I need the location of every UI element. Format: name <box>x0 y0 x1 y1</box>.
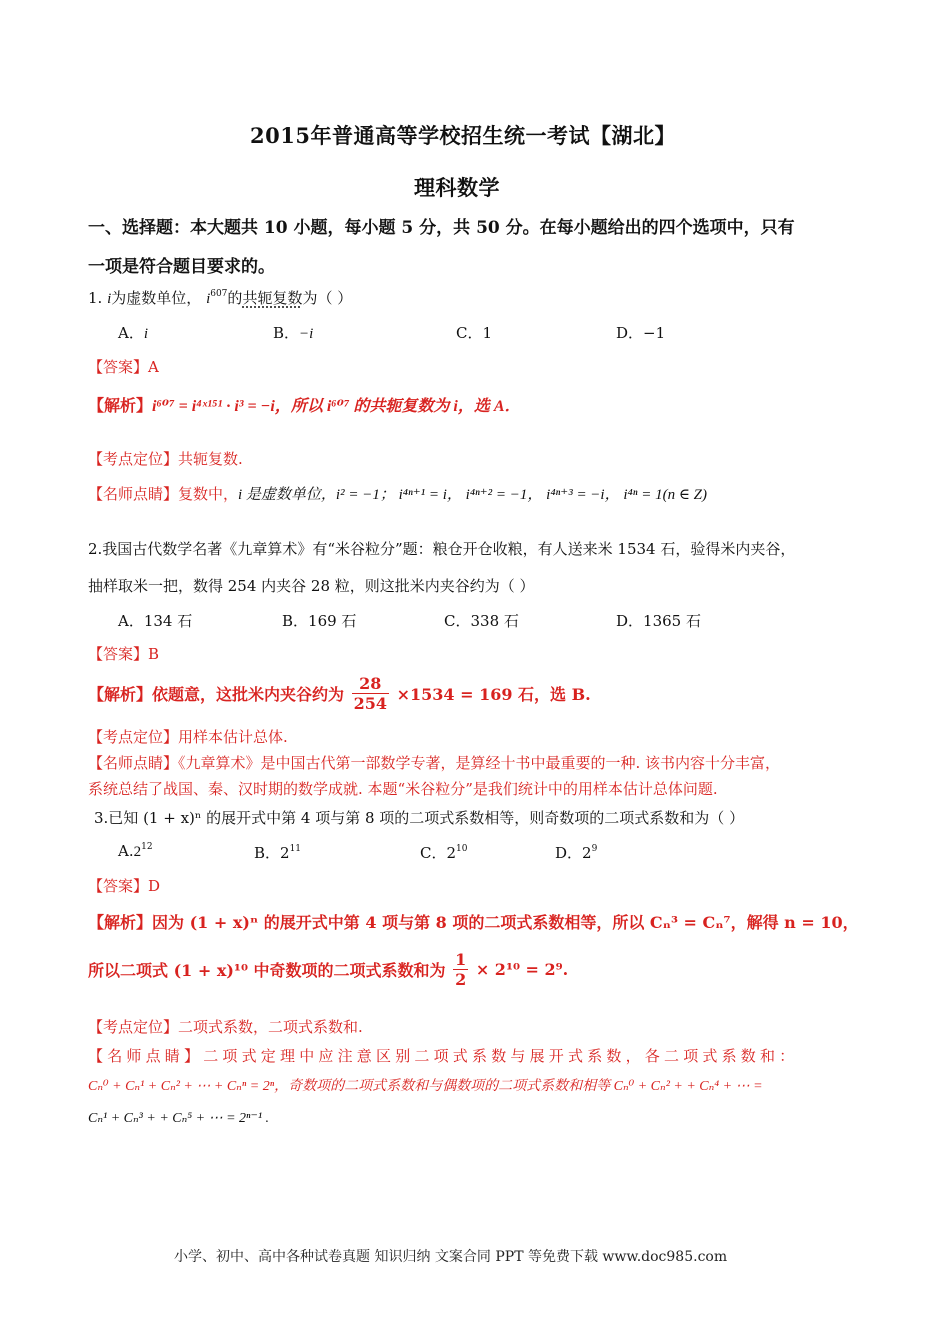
dianjing-label: 【名师点睛】复数中， <box>88 485 239 503</box>
analysis-text-pre: 【解析】依题意，这批米内夹谷约为 <box>88 685 345 704</box>
fraction-numerator: 28 <box>352 674 389 694</box>
q2-answer: 【答案】B <box>88 645 160 663</box>
q1-option-d: D．−1 <box>616 324 666 342</box>
q1-analysis <box>88 393 521 416</box>
power-exp: 607 <box>210 289 228 299</box>
page-subtitle: 理科数学 <box>414 175 500 200</box>
q2-kaodian: 【考点定位】用样本估计总体. <box>88 728 288 746</box>
question-2-line1: 2.我国古代数学名著《九章算术》有“米谷粒分”题：粮仓开仓收粮，有人送来米 1534 石，验得米内夹谷， <box>88 540 796 558</box>
analysis-text-post: × 2¹⁰ = 2⁹. <box>475 960 569 979</box>
page-title: 2015年普通高等学校招生统一考试【湖北】 <box>250 123 676 148</box>
analysis-text-post: ×1534 = 169 石，选 B. <box>396 685 591 704</box>
q2-option-d: D．1365 石 <box>616 612 701 630</box>
q3-analysis-line1: 【解析】因为 (1 + x)ⁿ 的展开式中第 4 项与第 8 项的二项式系数相等，所以 Cₙ³ = Cₙ⁷，解得 n = 10， <box>88 913 859 932</box>
dianjing-text: i 是虚数单位，i² = −1； i⁴ⁿ⁺¹ = i， i⁴ⁿ⁺² = −1， i⁴ⁿ⁺³ = −i， i⁴ⁿ = 1(n ∈ Z) <box>238 487 708 503</box>
q3-dianjing-line2 <box>88 1075 763 1095</box>
power-base: i <box>206 291 211 307</box>
q1-option-a: A．i <box>118 324 149 342</box>
q3-option-d: D．$2^9$ <box>555 844 598 862</box>
section-heading-line1: 一、选择题：本大题共 10 小题，每小题 5 分，共 50 分。在每小题给出的四个选项中，只有 <box>88 218 795 238</box>
question-1 <box>88 287 352 308</box>
q1-option-c: C．1 <box>456 324 493 342</box>
fraction-denominator: 2 <box>455 970 467 989</box>
q1-kaodian: 【考点定位】共轭复数. <box>88 450 243 468</box>
q1-text-pre: 为虚数单位， <box>111 289 202 307</box>
q1-text-mid: 的 <box>227 289 243 307</box>
q2-dianjing-line2: 系统总结了战国、秦、汉时期的数学成就. 本题“米谷粒分”是我们统计中的用样本估计总体问题. <box>88 780 718 798</box>
q2-option-c: C．338 石 <box>444 612 519 630</box>
q1-text-post: 为（ ） <box>302 289 353 307</box>
q2-option-b: B．169 石 <box>282 612 357 630</box>
q3-dianjing-line3 <box>88 1110 269 1127</box>
q3-dianjing-line1: 【名师点睛】二项式定理中应注意区别二项式系数与展开式系数，各二项式系数和： <box>88 1047 799 1065</box>
q3-option-b: B．$2^{11}$ <box>254 844 302 862</box>
fraction-denominator: 254 <box>353 694 387 713</box>
q3-kaodian: 【考点定位】二项式系数，二项式系数和. <box>88 1018 363 1036</box>
dianjing-formula: Cₙ⁰ + Cₙ¹ + Cₙ² + ⋯ + Cₙⁿ = 2ⁿ，奇数项的二项式系数和与偶数项的二项式系数和相等 Cₙ⁰ + Cₙ² + + Cₙ⁴ + ⋯ = <box>88 1079 763 1094</box>
q1-dianjing <box>88 483 707 504</box>
fraction-numerator: 1 <box>455 950 467 969</box>
dianjing-formula: Cₙ¹ + Cₙ³ + + Cₙ⁵ + ⋯ = 2ⁿ⁻¹ . <box>88 1111 270 1126</box>
page-footer: 小学、初中、高中各种试卷真题 知识归纳 文案合同 PPT 等免费下载 www.doc985.com <box>174 1249 728 1265</box>
q3-answer: 【答案】D <box>88 877 161 895</box>
q3-analysis-line2 <box>88 950 568 989</box>
q3-option-c: C．$2^{10}$ <box>420 844 468 862</box>
q2-analysis <box>88 674 591 713</box>
analysis-text: i⁶⁰⁷ = i⁴ˣ¹⁵¹ · i³ = −i，所以 i⁶⁰⁷ 的共轭复数为 i，选 A． <box>152 398 521 415</box>
analysis-text-pre: 所以二项式 (1 + x)¹⁰ 中奇数项的二项式系数和为 <box>88 961 446 980</box>
question-number: 1. <box>88 289 103 307</box>
question-3: 3.已知 (1 + x)ⁿ 的展开式中第 4 项与第 8 项的二项式系数相等，则奇数项的二项式系数和为（ ） <box>94 809 745 827</box>
dotted-term: 共轭复数 <box>242 289 303 307</box>
section-heading-line2: 一项是符合题目要求的。 <box>88 257 275 277</box>
question-2-line2: 抽样取米一把，数得 254 内夹谷 28 粒，则这批米内夹谷约为（ ） <box>88 577 535 595</box>
q1-answer: 【答案】A <box>88 358 159 376</box>
fraction <box>453 950 468 989</box>
q2-dianjing-line1: 【名师点睛】《九章算术》是中国古代第一部数学专著，是算经十书中最重要的一种. 该书内容十分丰富， <box>88 754 781 772</box>
q3-option-a: $A.2^{12}$ <box>118 842 153 860</box>
fraction <box>352 674 389 713</box>
q2-option-a: A．134 石 <box>118 612 193 630</box>
var-i: i <box>107 291 112 307</box>
analysis-label: 【解析】 <box>88 396 153 415</box>
q1-option-b: B．−i <box>273 324 314 342</box>
